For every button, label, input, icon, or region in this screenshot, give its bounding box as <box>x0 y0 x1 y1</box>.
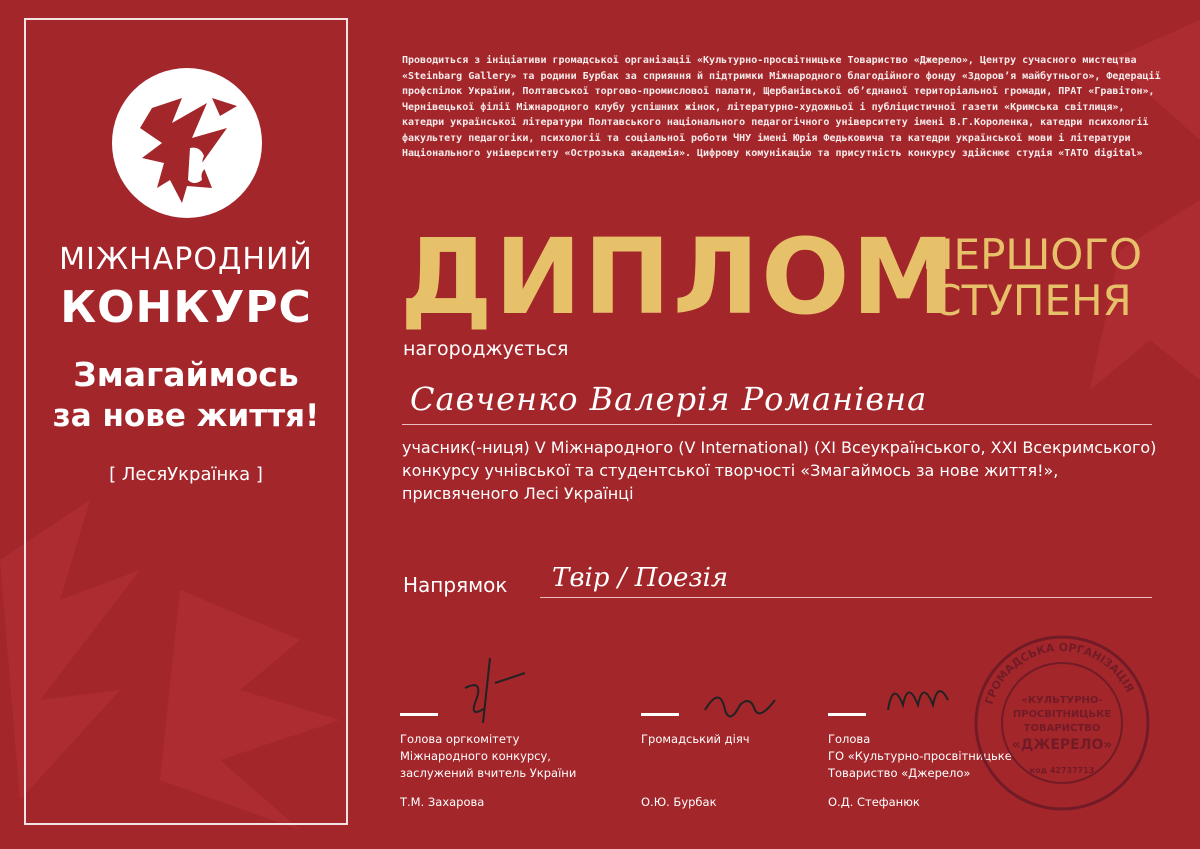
contest-title-line1: МІЖНАРОДНИЙ <box>59 242 313 277</box>
participation-description: учасник(-ниця) V Міжнародного (V International) (ХІ Всеукраїнського, ХХІ Всекримського) конкурсу учнівської та студентської творчості «Змагаймось за нове життя!», присвяченого Лесі Українці <box>402 438 1157 503</box>
signatory-role-2: Громадський діяч <box>641 732 750 746</box>
direction-underline <box>540 597 1152 598</box>
contest-logo <box>112 68 262 218</box>
signature-dash-2 <box>641 713 679 716</box>
signature-zakharova <box>455 648 535 728</box>
signature-stefaniuk <box>878 670 958 730</box>
awarded-label: нагороджується <box>403 338 569 360</box>
degree-line1: ПЕРШОГО <box>921 230 1143 279</box>
degree-line2: СТУПЕНЯ <box>932 276 1132 325</box>
contest-title-line2: КОНКУРС <box>60 282 312 333</box>
direction-value: Твір / Поезія <box>552 563 729 593</box>
signatory-name-1: Т.М. Захарова <box>400 795 485 809</box>
stamp-line4: «ДЖЕРЕЛО» <box>1011 737 1113 753</box>
profile-flame-icon <box>112 68 262 218</box>
stamp-outer-text: ГРОМАДСЬКА ОРГАНІЗАЦІЯ <box>982 640 1137 707</box>
stamp-code: код 42737713 <box>1029 766 1095 775</box>
signature-burbak <box>700 680 780 730</box>
lesya-ukrainka-label: [ ЛесяУкраїнка ] <box>109 464 263 485</box>
stamp-line3: ТОВАРИСТВО <box>1023 723 1101 734</box>
recipient-name: Савченко Валерія Романівна <box>410 380 928 418</box>
left-panel <box>24 18 348 825</box>
organization-stamp <box>972 633 1152 813</box>
signature-dash-3 <box>828 713 866 716</box>
organizers-intro-text: Проводиться з ініціативи громадської організації «Культурно-просвітницьке Товариство «Джерело», Центру сучасного мистецтва «Steinbarg Gallery» та родини Бурбак за сприяння й підтримки Міжнародного благодійного фонду «Здоров’я майбутнього», Федерації профспілок України, Полтавської торгово-промислової палати, Щербанівської об’єднаної територіальної громади, ПРАТ «Гравітон», Чернівецької філії Міжнародного клубу успішних жінок, літературно-художньої і публіцистичної газети «Кримська світлиця», катедри української літератури Полтавського національного педагогічного університету імені В.Г.Короленка, катедри психології факультету педагогіки, психології та соціальної роботи ЧНУ імені Юрія Федьковича та катедри української мови і літератури Національного університету «Острозька академія». Цифрову комунікацію та присутність конкурсу здійснює студія «TATO digital» <box>402 55 1161 159</box>
stamp-line1: «КУЛЬТУРНО- <box>1021 695 1103 706</box>
recipient-underline <box>402 424 1152 425</box>
signatory-name-2: О.Ю. Бурбак <box>641 795 717 809</box>
stamp-line2: ПРОСВІТНИЦЬКЕ <box>1012 709 1112 720</box>
signature-dash-1 <box>400 713 438 716</box>
motto-line1: Змагаймось <box>73 355 299 394</box>
signatory-role-3: Голова ГО «Культурно-просвітницьке Товариство «Джерело» <box>828 732 1012 780</box>
motto-line2: за нове життя! <box>52 398 320 434</box>
diploma-title: ДИПЛОМ <box>400 216 957 338</box>
diploma-degree <box>902 232 1162 324</box>
signatory-name-3: О.Д. Стефанюк <box>828 795 920 809</box>
signatory-role-1: Голова оргкомітету Міжнародного конкурсу, заслужений вчитель України <box>400 732 577 780</box>
direction-label: Напрямок <box>403 573 508 597</box>
